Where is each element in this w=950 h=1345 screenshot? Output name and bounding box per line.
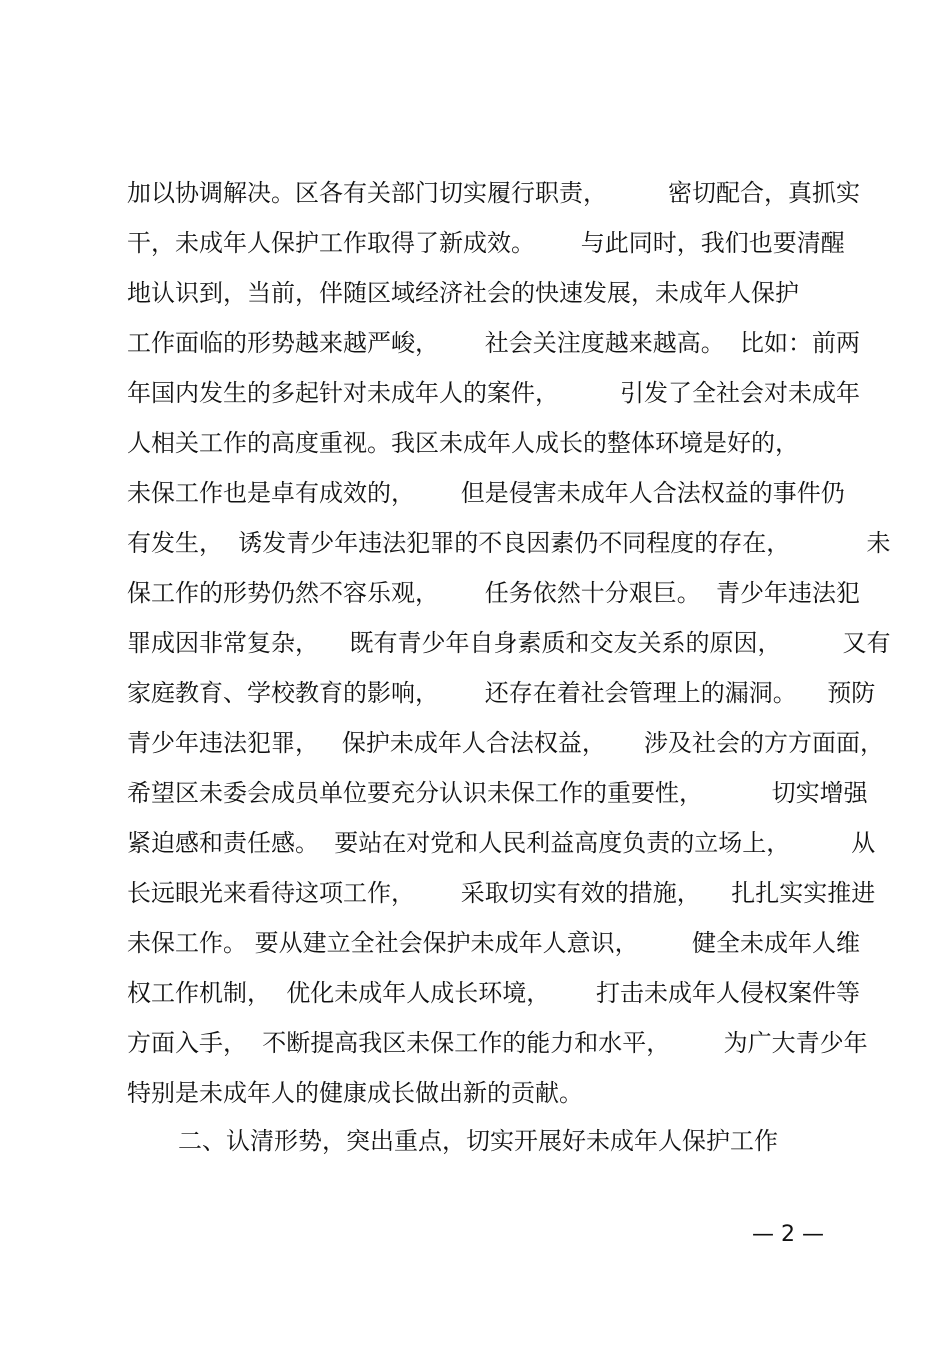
paragraph-line: 家庭教育、学校教育的影响， 还存在着社会管理上的漏洞。 预防: [127, 679, 876, 707]
paragraph-line: 工作面临的形势越来越严峻， 社会关注度越来越高。 比如：前两: [127, 329, 861, 357]
paragraph-line: 权工作机制， 优化未成年人成长环境， 打击未成年人侵权案件等: [127, 979, 861, 1007]
paragraph-line: 青少年违法犯罪， 保护未成年人合法权益， 涉及社会的方方面面，: [127, 729, 885, 757]
paragraph-line: 干，未成年人保护工作取得了新成效。 与此同时，我们也要清醒: [127, 229, 845, 257]
paragraph-line: 人相关工作的高度重视。我区未成年人成长的整体环境是好的，: [127, 429, 799, 457]
paragraph-line: 地认识到，当前，伴随区域经济社会的快速发展，未成年人保护: [127, 279, 799, 307]
paragraph-line: 紧迫感和责任感。 要站在对党和人民利益高度负责的立场上， 从: [127, 829, 876, 857]
paragraph-line: 希望区未委会成员单位要充分认识未保工作的重要性， 切实增强: [127, 779, 868, 807]
paragraph-line: 保工作的形势仍然不容乐观， 任务依然十分艰巨。 青少年违法犯: [127, 579, 861, 607]
page-number: — 2 —: [752, 1222, 824, 1247]
paragraph-line: 加以协调解决。区各有关部门切实履行职责， 密切配合，真抓实: [127, 179, 861, 207]
paragraph-line: 未保工作也是卓有成效的， 但是侵害未成年人合法权益的事件仍: [127, 479, 845, 507]
paragraph-line: 年国内发生的多起针对未成年人的案件， 引发了全社会对未成年: [127, 379, 861, 407]
paragraph-line: 特别是未成年人的健康成长做出新的贡献。: [127, 1079, 583, 1107]
section-heading: 二、认清形势，突出重点，切实开展好未成年人保护工作: [178, 1127, 778, 1155]
paragraph-line: 罪成因非常复杂， 既有青少年自身素质和交友关系的原因， 又有: [127, 629, 891, 657]
paragraph-line: 方面入手， 不断提高我区未保工作的能力和水平， 为广大青少年: [127, 1029, 868, 1057]
paragraph-line: 有发生， 诱发青少年违法犯罪的不良因素仍不同程度的存在， 未: [127, 529, 891, 557]
paragraph-line: 长远眼光来看待这项工作， 采取切实有效的措施， 扎扎实实推进: [127, 879, 876, 907]
paragraph-line: 未保工作。 要从建立全社会保护未成年人意识， 健全未成年人维: [127, 929, 861, 957]
